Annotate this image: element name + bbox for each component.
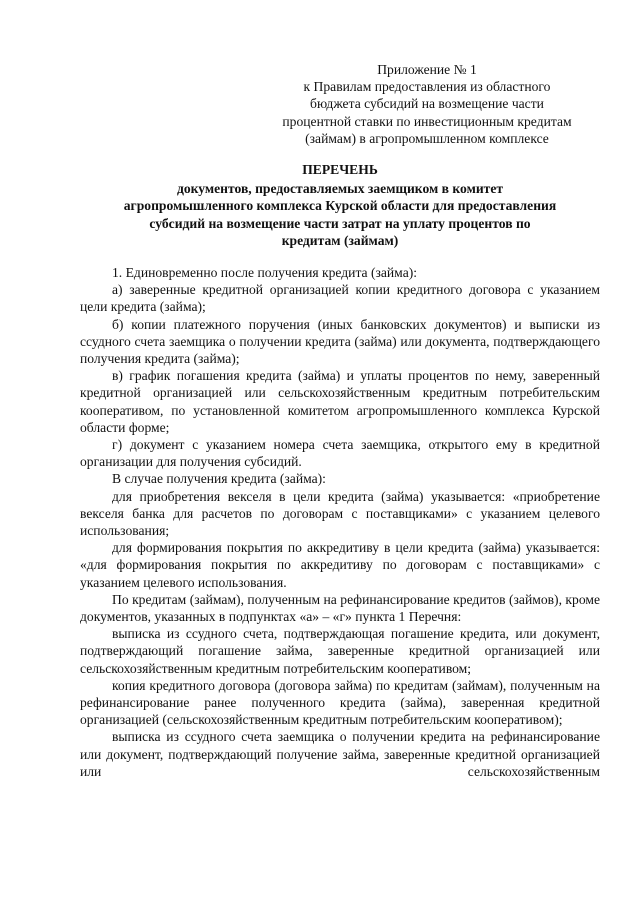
- paragraph-subitem-a: а) заверенные кредитной организацией копии кредитного договора с указанием цели кредита (займа);: [80, 282, 600, 315]
- document-body: [80, 264, 600, 780]
- paragraph-subitem-v: в) график погашения кредита (займа) и уплаты процентов по нему, заверенный кредитной организацией или сельскохозяйственным кредитным потребительским кооперативом, по установленной комитетом агропромышленного комплекса Курской области форме;: [80, 368, 600, 435]
- paragraph-item-1: 1. Единовременно после получения кредита (займа):: [112, 265, 418, 280]
- appendix-line: к Правилам предоставления из областного: [303, 79, 551, 95]
- title-line: субсидий на возмещение части затрат на уплату процентов по: [149, 215, 531, 231]
- appendix-line: процентной ставки по инвестиционным кредитам: [282, 113, 572, 129]
- appendix-line: (займам) в агропромышленном комплексе: [305, 130, 549, 146]
- paragraph-case-intro: В случае получения кредита (займа):: [112, 471, 326, 487]
- paragraph-refinancing-account-statement: выписка из ссудного счета заемщика о получении кредита на рефинансирование или документ, подтверждающий получение займа, заверенные кредитной организацией или сельскохозяйственным: [80, 729, 600, 779]
- paragraph-refinancing-statement: выписка из ссудного счета, подтверждающая погашение кредита, или документ, подтверждающий погашение займа, заверенные кредитной организацией или сельскохозяйственным кредитным потребительским кооперативом;: [80, 626, 600, 676]
- appendix-line: бюджета субсидий на возмещение части: [310, 96, 544, 112]
- document-title: [80, 161, 600, 249]
- appendix-header: [272, 61, 582, 147]
- paragraph-case-letter-of-credit: для формирования покрытия по аккредитиву в цели кредита (займа) указывается: «для формирования покрытия по аккредитиву по договорам с поставщиками» с указанием целевого использования.: [80, 540, 600, 590]
- paragraph-refinancing-contract-copy: копия кредитного договора (договора займа) по кредитам (займам), полученным на рефинансирование ранее полученного кредита (займа), заверенная кредитной организацией (сельскохозяйственным кредитным потребительским кооперативом);: [80, 677, 600, 728]
- title-main: ПЕРЕЧЕНЬ: [302, 162, 378, 177]
- paragraph-subitem-b: б) копии платежного поручения (иных банковских документов) и выписки из ссудного счета заемщика о получении кредита (займа) или документа, подтверждающего получения кредита (займа);: [80, 316, 600, 367]
- appendix-number: Приложение № 1: [377, 62, 477, 77]
- title-line: агропромышленного комплекса Курской области для предоставления: [123, 198, 557, 214]
- title-line: документов, предоставляемых заемщиком в комитет: [176, 181, 504, 197]
- paragraph-case-bill: для приобретения векселя в цели кредита (займа) указывается: «приобретение векселя банка для расчетов по договорам с поставщиками» с указанием целевого использования;: [80, 488, 600, 539]
- title-line: кредитам (займам): [281, 232, 399, 248]
- paragraph-subitem-g: г) документ с указанием номера счета заемщика, открытого ему в кредитной организации для получения субсидий.: [80, 437, 600, 470]
- paragraph-refinancing: По кредитам (займам), полученным на рефинансирование кредитов (займов), кроме документов, указанных в подпунктах «а» – «г» пункта 1 Перечня:: [80, 591, 600, 625]
